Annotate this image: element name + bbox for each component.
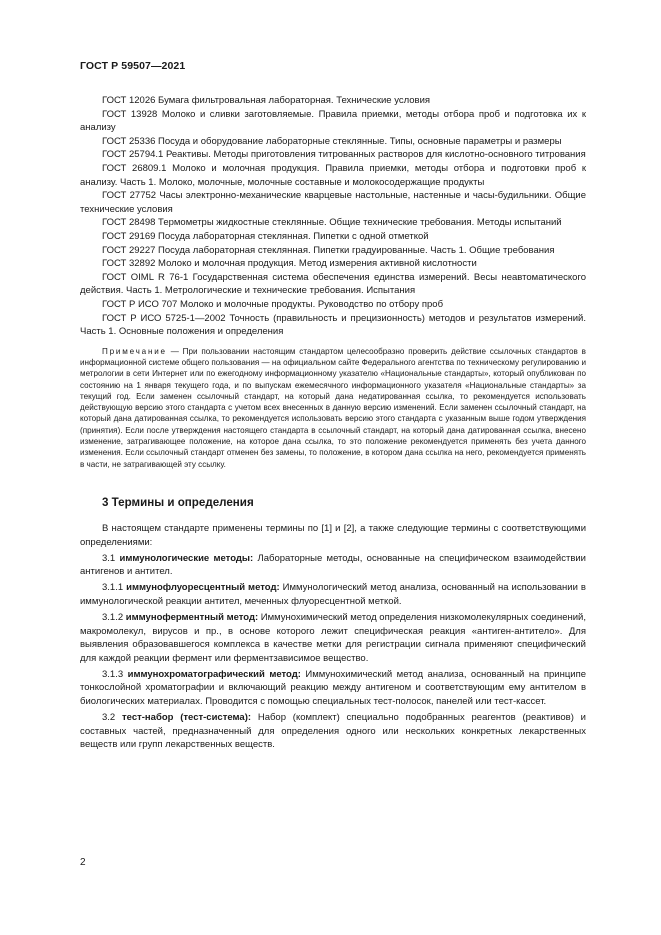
term-number: 3.2	[102, 712, 123, 724]
document-header: ГОСТ Р 59507—2021	[80, 60, 186, 72]
note-block	[80, 346, 586, 470]
reference-item: ГОСТ 29227 Посуда лабораторная стеклянная. Пипетки градуированные. Часть 1. Общие требования	[102, 244, 555, 256]
section-intro: В настоящем стандарте применены термины по [1] и [2], а также следующие термины с соответствующими определениями:	[80, 522, 586, 548]
reference-item: ГОСТ OIML R 76-1 Государственная система обеспечения единства измерений. Весы неавтоматического действия. Часть 1. Метрологические и технические требования. Испытания	[80, 271, 586, 297]
reference-item: ГОСТ 26809.1 Молоко и молочная продукция. Правила приемки, методы отбора и подготовки проб к анализу. Часть 1. Молоко, молочные, молочные составные и молокосодержащие продукты	[80, 162, 586, 188]
note-text: — При пользовании настоящим стандартом целесообразно проверить действие ссылочных стандартов в информационной системе общего пользования — на официальном сайте Федерального агентства по техническому регулированию и метрологии в сети Интернет или по ежегодному информационному указателю «Национальные стандарты», который опубликован по состоянию на 1 января текущего года, и по выпускам ежемесячного информационного указателя «Национальные стандарты» за текущий год. Если заменен ссылочный стандарт, на который дана недатированная ссылка, то рекомендуется использовать действующую версию этого стандарта с учетом всех внесенных в данную версию изменений. Если заменен ссылочный стандарт, на который дана датированная ссылка, то рекомендуется использовать версию этого стандарта с указанным выше годом утверждения (принятия). Если после утверждения настоящего стандарта в ссылочный стандарт, на который дана датированная ссылка, внесено изменение, затрагивающее положение, на которое дана ссылка, то это положение рекомендуется применять без учета данного изменения. Если ссылочный стандарт отменен без замены, то положение, в котором дана ссылка на него, рекомендуется применять в части, не затрагивающей эту ссылку.	[80, 346, 586, 469]
term-text: Иммунологический метод анализа, основанный на использовании в иммунологической реакции антител, меченных флуоресцентной меткой.	[80, 582, 586, 607]
term-name: иммунологические методы:	[119, 552, 254, 564]
reference-item: ГОСТ 28498 Термометры жидкостные стеклянные. Общие технические требования. Методы испытаний	[102, 217, 562, 229]
term-text: Лабораторные методы, основанные на специфическом взаимодействии антигенов и антител.	[80, 552, 586, 578]
term-definition	[80, 552, 586, 579]
term-definition	[80, 581, 586, 608]
term-text: Иммунохимический метод определения низкомолекулярных соединений, макромолекул, вирусов и пр., в основе которого лежит специфическая реакция «антиген-антитело». Для выявления образовавшегося комплекса в качестве метки для регистрации сигнала применяют специфический для каждой реакции фермент или ферментзависимое вещество.	[80, 612, 586, 664]
reference-item: ГОСТ 32892 Молоко и молочная продукция. Метод измерения активной кислотности	[102, 258, 477, 270]
term-number: 3.1	[102, 552, 120, 564]
term-text: Иммунохимический метод анализа, основанный на принципе тонкослойной хроматографии и включающий реакцию между антигеном и соответствующим ему антителом в биологических материалах. Проводится с помощью специальных тест-полосок, панелей или тест-кассет.	[80, 668, 586, 708]
reference-item: ГОСТ 25336 Посуда и оборудование лабораторные стеклянные. Типы, основные параметры и размеры	[102, 135, 562, 147]
term-definition	[80, 611, 586, 665]
note-label: Примечание	[102, 346, 167, 356]
term-definition	[80, 668, 586, 709]
reference-item: ГОСТ 12026 Бумага фильтровальная лабораторная. Технические условия	[102, 95, 431, 106]
reference-item: ГОСТ 27752 Часы электронно-механические кварцевые настольные, настенные и часы-будильники. Общие технические условия	[80, 190, 586, 215]
term-name: иммунофлуоресцентный метод:	[126, 582, 280, 594]
term-name: иммунохроматографический метод:	[127, 668, 301, 680]
normative-references-list	[80, 94, 586, 339]
page-content	[80, 94, 586, 754]
term-number: 3.1.2	[102, 612, 126, 624]
reference-item: ГОСТ Р ИСО 707 Молоко и молочные продукты. Руководство по отбору проб	[102, 298, 444, 310]
term-text: Набор (комплект) специально подобранных реагентов (реактивов) и составных частей, предназначенный для определения одного или нескольких конкретных лекарственных веществ или групп лекарственных веществ.	[80, 712, 586, 751]
section-heading: 3 Термины и определения	[102, 495, 254, 509]
page-number: 2	[80, 857, 86, 868]
term-definition	[80, 711, 586, 752]
reference-item: ГОСТ 25794.1 Реактивы. Методы приготовления титрованных растворов для кислотно-основного титрования	[102, 149, 586, 161]
reference-item: ГОСТ 13928 Молоко и сливки заготовляемые. Правила приемки, методы отбора проб и подготовка их к анализу	[80, 108, 586, 134]
term-name: иммуноферментный метод:	[125, 612, 259, 624]
term-name: тест-набор (тест-система):	[122, 712, 252, 724]
term-number: 3.1.3	[102, 668, 128, 680]
reference-item: ГОСТ Р ИСО 5725-1—2002 Точность (правильность и прецизионность) методов и результатов измерений. Часть 1. Основные положения и определения	[80, 312, 586, 338]
reference-item: ГОСТ 29169 Посуда лабораторная стеклянная. Пипетки с одной отметкой	[102, 230, 429, 242]
term-number: 3.1.1	[102, 582, 127, 594]
